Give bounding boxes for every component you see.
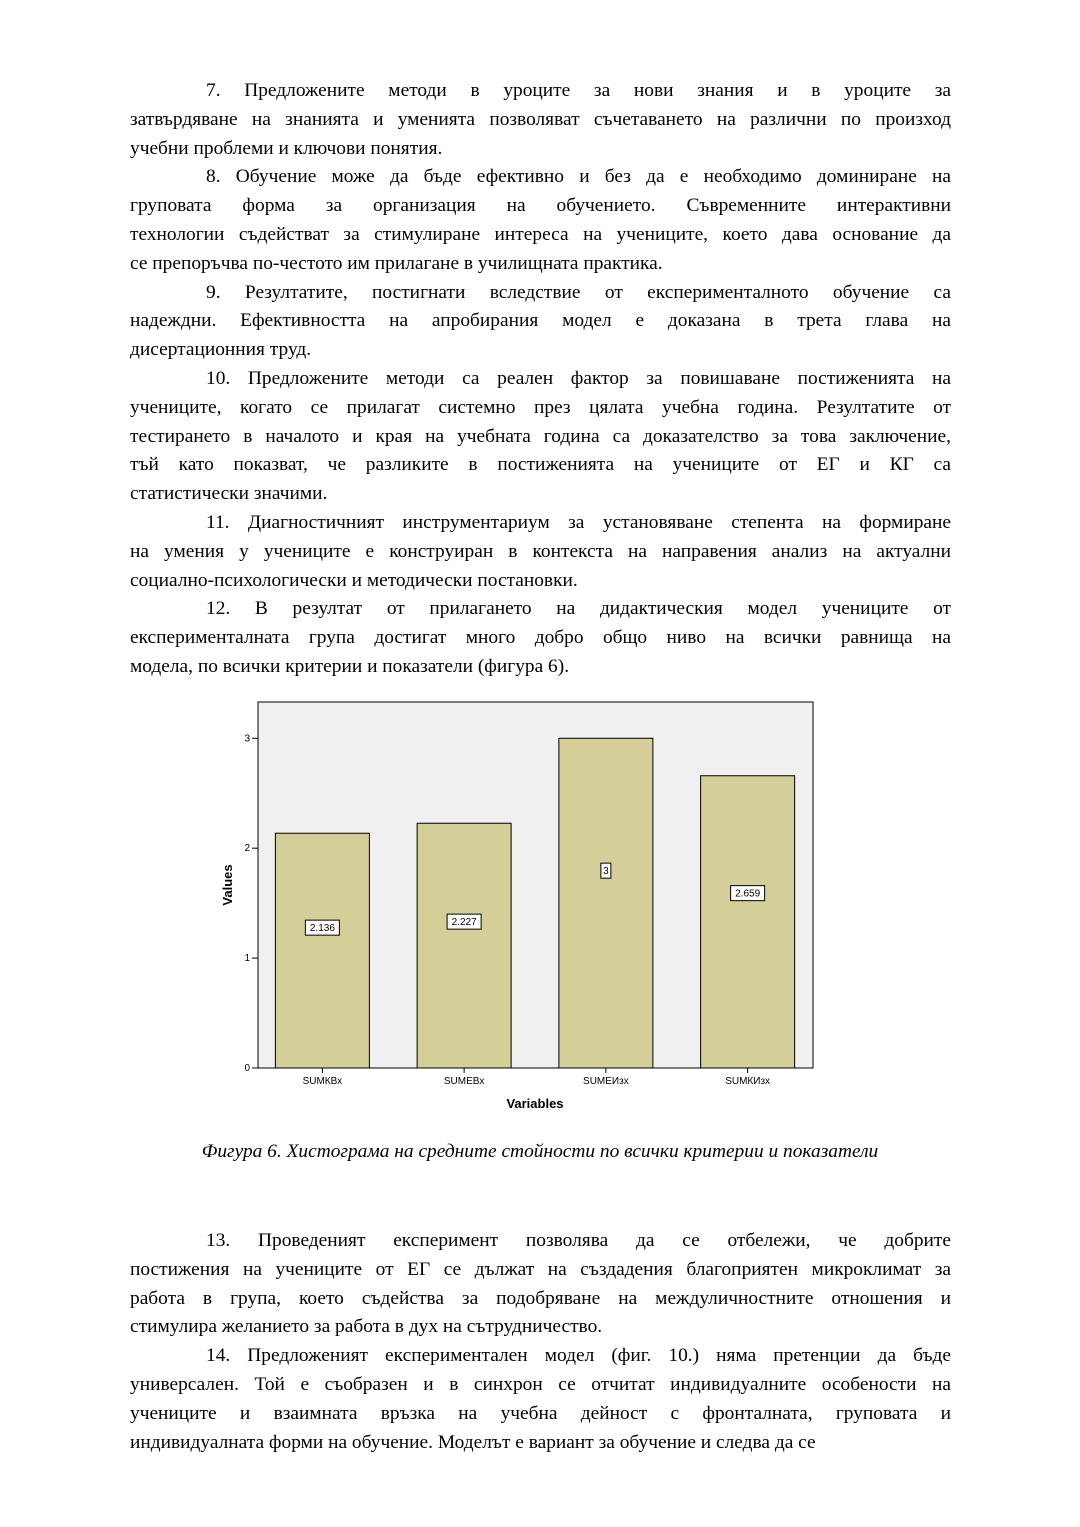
bar-1 <box>275 833 369 1068</box>
y-axis-label: Values <box>220 864 235 906</box>
data-label: 3 <box>603 866 609 878</box>
text-line: на умения у учениците е конструиран в контекста на направения анализ на актуални <box>130 540 951 562</box>
paragraph-p12 <box>130 595 951 681</box>
text-line: социално-психологически и методически постановки. <box>130 569 578 591</box>
text-line: 7. Предложените методи в уроците за нови знания и в уроците за <box>206 80 951 101</box>
paragraph-p9 <box>130 279 951 365</box>
paragraph-p14 <box>130 1342 951 1457</box>
bar-2 <box>417 823 511 1068</box>
text-line: стимулира желанието за работа в дух на сътрудничество. <box>130 1316 603 1338</box>
y-tick-label: 0 <box>244 1063 250 1074</box>
text-line: 11. Диагностичният инструментариум за установяване степента на формиране <box>206 512 951 533</box>
paragraph-p8 <box>130 163 951 278</box>
data-label: 2.659 <box>735 888 761 900</box>
text-line: учебни проблеми и ключови понятия. <box>130 137 443 159</box>
text-line: затвърдяване на знанията и уменията позволяват съчетаването на различни по произход <box>130 108 951 130</box>
text-line: 8. Обучение може да бъде ефективно и без да е необходимо доминиране на <box>206 166 951 188</box>
text-line: тъй като показват, че разликите в постиженията на учениците от ЕГ и КГ са <box>130 454 951 476</box>
text-line: тестирането в началото и края на учебната година са доказателство за това заключение, <box>130 425 951 447</box>
paragraph-p10 <box>130 365 951 509</box>
text-line: статистически значими. <box>130 483 328 505</box>
text-line: 13. Проведеният експеримент позволява да се отбележи, че добрите <box>206 1230 951 1251</box>
y-tick-label: 3 <box>244 733 250 745</box>
data-label: 2.227 <box>451 917 477 929</box>
text-line: 10. Предложените методи са реален фактор за повишаване постиженията на <box>206 368 951 389</box>
x-tick-label: SUMЕИзх <box>583 1076 629 1087</box>
text-line: 9. Резултатите, постигнати вследствие от експерименталното обучение са <box>206 281 951 303</box>
x-tick-label: SUMКВх <box>302 1076 343 1087</box>
text-line: 14. Предложеният експериментален модел (фиг. 10.) няма претенции да бъде <box>206 1345 951 1367</box>
text-line: 12. В резултат от прилагането на дидактическия модел учениците от <box>206 598 951 620</box>
text-line: технологии съдействат за стимулиране интереса на учениците, което дава основание да <box>130 223 951 245</box>
text-line: учениците, когато се прилагат системно през цялата учебна година. Резултатите от <box>130 396 951 418</box>
y-tick-label: 1 <box>244 953 250 965</box>
text-line: дисертационния труд. <box>130 339 312 361</box>
text-line: се препоръчва по-честото им прилагане в училищната практика. <box>130 252 663 274</box>
text-line: модела, по всички критерии и показатели (фигура 6). <box>130 655 570 677</box>
x-tick-label: SUMКИзх <box>725 1076 771 1087</box>
figure-caption: Фигура 6. Хистограма на средните стойности по всички критерии и показатели <box>201 1141 879 1162</box>
text-line: универсален. Той е съобразен и в синхрон се отчитат индивидуалните особености на <box>130 1373 951 1395</box>
paragraph-p11 <box>130 509 951 595</box>
data-label: 2.136 <box>309 923 335 935</box>
text-line: постижения на учениците от ЕГ се дължат на създадения благоприятен микроклимат за <box>130 1258 951 1280</box>
y-tick-label: 2 <box>244 843 250 855</box>
x-tick-label: SUMЕВх <box>443 1076 485 1087</box>
text-line: индивидуалната форми на обучение. Моделът е вариант за обучение и следва да се <box>130 1431 816 1453</box>
bar-4 <box>701 776 795 1068</box>
text-line: надеждни. Ефективността на апробирания модел е доказана в трета глава на <box>130 310 951 332</box>
text-line: експерименталната група достигат много добро общо ниво на всички равнища на <box>130 627 951 649</box>
text-line: учениците и взаимната връзка на учебна дейност с фронталната, груповата и <box>130 1402 951 1424</box>
paragraph-p13 <box>130 1227 951 1342</box>
text-line: груповата форма за организация на обучението. Съвременните интерактивни <box>130 195 951 217</box>
text-line: работа в група, което съдейства за подобряване на междуличностните отношения и <box>130 1287 951 1309</box>
paragraph-p7 <box>130 77 951 163</box>
bar-3 <box>559 738 653 1068</box>
x-axis-label: Variables <box>506 1096 564 1111</box>
bar-chart <box>215 695 825 1125</box>
